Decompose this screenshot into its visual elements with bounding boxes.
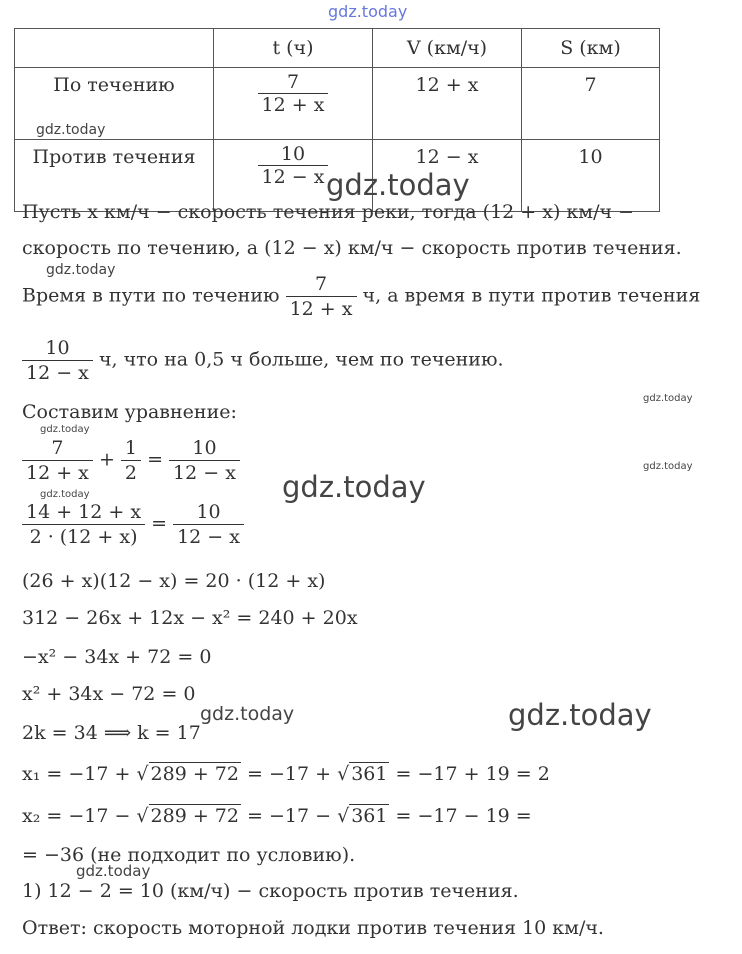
x1-middle: = −17 + √ — [241, 763, 350, 785]
watermark: gdz.today — [326, 168, 470, 202]
radicand: 361 — [351, 763, 388, 785]
fraction-denominator: 12 − x — [173, 524, 244, 549]
text-line-2: скорость по течению, а (12 − x) км/ч − скорость против течения. — [22, 237, 682, 259]
watermark: gdz.today — [643, 393, 693, 404]
row-label: По течению — [15, 68, 214, 140]
fraction-denominator: 2 · (12 + x) — [22, 524, 145, 549]
equation-x2 — [22, 804, 532, 828]
x1-end: = −17 + 19 = 2 — [389, 763, 550, 785]
watermark: gdz.today — [200, 703, 295, 725]
line3-start: Время в пути по течению — [22, 284, 280, 307]
fraction-numerator: 7 — [315, 273, 328, 295]
time-denominator: 12 − x — [258, 165, 329, 188]
fraction-denominator: 12 + x — [286, 296, 357, 321]
equals-sign: = — [147, 448, 163, 471]
x2-middle: = −17 − √ — [241, 805, 350, 827]
line4-end: ч, что на 0,5 ч больше, чем по течению. — [98, 348, 504, 371]
time-numerator: 10 — [280, 143, 306, 165]
line4-fraction — [22, 336, 93, 385]
equation-5: −x² − 34x + 72 = 0 — [22, 646, 212, 668]
watermark: gdz.today — [76, 862, 151, 880]
row-label: Против течения — [15, 140, 214, 212]
text-line-1: Пусть x км/ч − скорость течения реки, тогда (12 + x) км/ч − — [22, 201, 634, 223]
text-line-5: Составим уравнение: — [22, 401, 237, 423]
time-denominator: 12 + x — [258, 93, 329, 116]
row-speed: 12 + x — [373, 68, 522, 140]
x1-start: x₁ = −17 + √ — [22, 763, 149, 785]
row-speed: 12 − x — [373, 140, 522, 212]
fraction-numerator: 10 — [192, 437, 217, 459]
time-numerator: 7 — [286, 71, 300, 93]
radicand: 361 — [351, 805, 388, 827]
radicand: 289 + 72 — [150, 805, 239, 827]
fraction-numerator: 1 — [124, 437, 138, 459]
equation-x1 — [22, 762, 550, 786]
watermark: gdz.today — [508, 698, 652, 732]
table-header-s: S (км) — [522, 29, 660, 68]
equation-2 — [22, 500, 244, 549]
row-distance: 7 — [522, 68, 660, 140]
table-header-t: t (ч) — [214, 29, 373, 68]
header-watermark: gdz.today — [328, 2, 408, 21]
table-header-row — [15, 29, 660, 68]
equation-10: = −36 (не подходит по условию). — [22, 844, 356, 866]
row-time — [214, 68, 373, 140]
radicand: 289 + 72 — [150, 763, 239, 785]
text-line-3 — [22, 272, 700, 321]
watermark: gdz.today — [40, 424, 90, 435]
fraction-numerator: 10 — [45, 337, 70, 359]
watermark: gdz.today — [46, 262, 116, 278]
watermark: gdz.today — [282, 470, 426, 504]
equation-1 — [22, 436, 240, 485]
table-header-v: V (км/ч) — [373, 29, 522, 68]
fraction-numerator: 14 + 12 + x — [26, 501, 142, 523]
text-line-4 — [22, 336, 504, 385]
equation-7: 2k = 34 ⟹ k = 17 — [22, 722, 201, 744]
answer-line: Ответ: скорость моторной лодки против течения 10 км/ч. — [22, 917, 604, 939]
table-row — [15, 68, 660, 140]
watermark: gdz.today — [36, 122, 106, 138]
equation-6: x² + 34x − 72 = 0 — [22, 683, 196, 705]
equation-11: 1) 12 − 2 = 10 (км/ч) − скорость против течения. — [22, 880, 519, 902]
fraction-numerator: 7 — [51, 437, 64, 459]
equation-3: (26 + x)(12 − x) = 20 · (12 + x) — [22, 570, 326, 592]
line3-fraction — [286, 272, 357, 321]
fraction-denominator: 12 − x — [169, 460, 240, 485]
x2-end: = −17 − 19 = — [389, 805, 532, 827]
watermark: gdz.today — [40, 489, 90, 500]
fraction-denominator: 2 — [121, 460, 141, 485]
x2-start: x₂ = −17 − √ — [22, 805, 149, 827]
equals-sign: = — [151, 512, 168, 535]
fraction-denominator: 12 − x — [22, 360, 93, 385]
plus-sign: + — [98, 448, 115, 471]
row-distance: 10 — [522, 140, 660, 212]
fraction-numerator: 10 — [196, 501, 221, 523]
fraction-denominator: 12 + x — [22, 460, 93, 485]
line3-end: ч, а время в пути против течения — [362, 284, 701, 307]
watermark: gdz.today — [643, 461, 693, 472]
table-header-empty — [15, 29, 214, 68]
equation-4: 312 − 26x + 12x − x² = 240 + 20x — [22, 607, 358, 629]
